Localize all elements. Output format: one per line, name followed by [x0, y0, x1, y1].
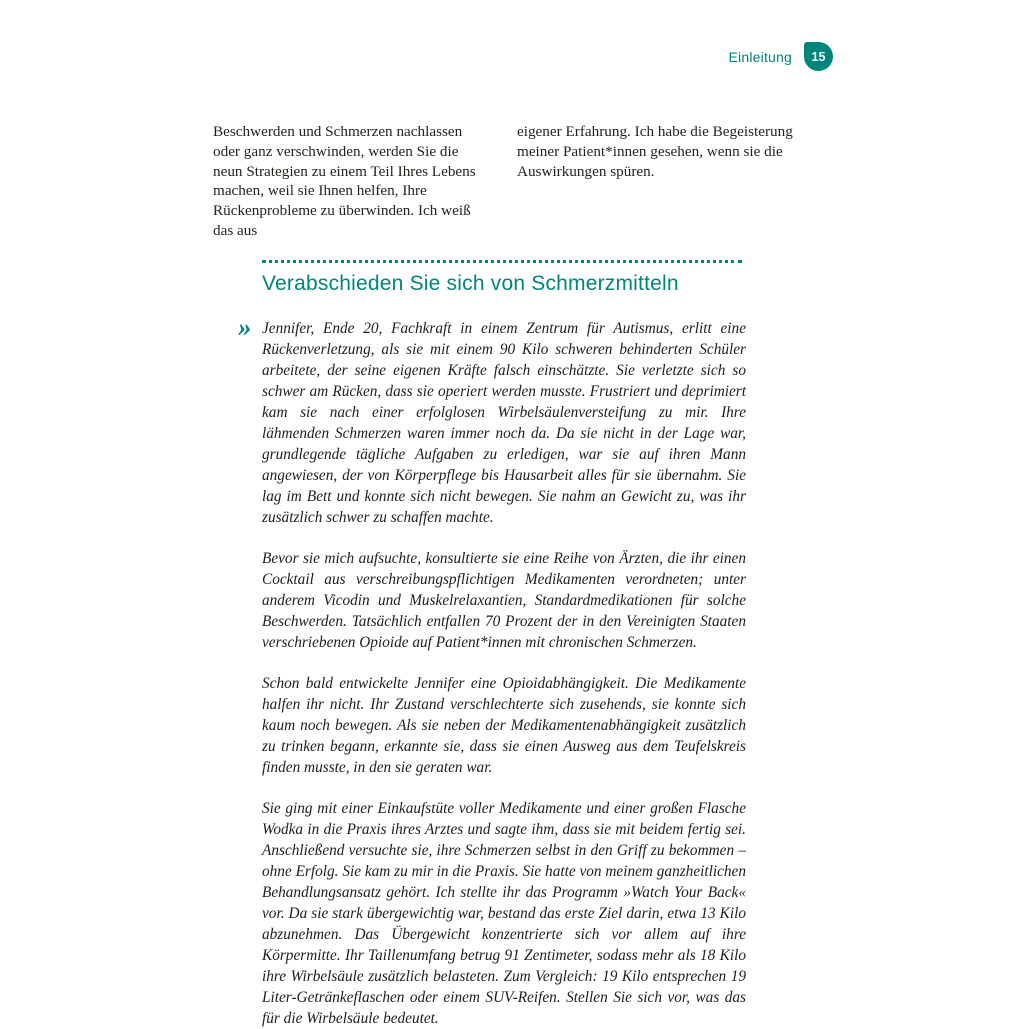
section-title: Verabschieden Sie sich von Schmerzmitteln	[262, 272, 679, 295]
quote-paragraph: Bevor sie mich aufsuchte, konsultierte sie eine Reihe von Ärzten, die ihr einen Cocktail aus verschreibungspflichtigen Medikamenten verordneten; unter anderem Vicodin und Muskelrelaxantien, Standardmedikationen für solche Beschwerden. Tatsächlich entfallen 70 Prozent der in den Vereinigten Staaten verschriebenen Opioide auf Patient*innen mit chronischen Schmerzen.	[262, 550, 746, 651]
quote-paragraph: Schon bald entwickelte Jennifer eine Opioidabhängigkeit. Die Medikamente halfen ihr nicht. Ihr Zustand verschlechterte sich zusehends, sie konnte sich kaum noch bewegen. Als sie neben der Medikamentenabhängigkeit zusätzlich zu trinken begann, erkannte sie, dass sie einen Ausweg aus dem Teufelskreis finden musste, in den sie geraten war.	[262, 675, 746, 776]
page-number-badge: 15	[804, 42, 833, 71]
dotted-divider	[262, 260, 742, 263]
case-study-quote	[238, 312, 746, 1029]
intro-column-right: eigener Erfahrung. Ich habe die Begeisterung meiner Patient*innen gesehen, wenn sie die Auswirkungen spüren.	[517, 123, 793, 180]
quote-paragraph: Jennifer, Ende 20, Fachkraft in einem Zentrum für Autismus, erlitt eine Rückenverletzung, als sie mit einem 90 Kilo schweren behinderten Schüler arbeitete, der seine eigenen Kräfte falsch einschätzte. Sie verletzte sich so schwer am Rücken, dass sie operiert werden musste. Frustriert und deprimiert kam sie nach einer erfolglosen Wirbelsäulenversteifung zu mir. Ihre lähmenden Schmerzen waren immer noch da. Da sie nicht in der Lage war, grundlegende tägliche Aufgaben zu erledigen, war sie auf ihren Mann angewiesen, der von Körperpflege bis Hausarbeit alles für sie übernahm. Sie lag im Bett und konnte sich nicht bewegen. Sie nahm an Gewicht zu, was ihr zusätzlich schwer zu schaffen machte.	[262, 320, 746, 526]
running-head-label: Einleitung	[728, 48, 792, 65]
intro-columns	[213, 122, 805, 241]
quote-paragraph: Sie ging mit einer Einkaufstüte voller Medikamente und einer großen Flasche Wodka in die Praxis ihres Arztes und sagte ihm, dass sie mit beidem fertig sei. Anschließend versuchte sie, ihre Schmerzen selbst in den Griff zu bekommen – ohne Erfolg. Sie kam zu mir in die Praxis. Sie hatte von meinem ganzheitlichen Behandlungsansatz gehört. Ich stellte ihr das Programm »Watch Your Back« vor. Da sie stark übergewichtig war, bestand das erste Ziel darin, etwa 13 Kilo abzunehmen. Das Übergewicht konzentrierte sich vor allem auf ihre Körpermitte. Ihr Taillenumfang betrug 91 Zentimeter, sodass mehr als 18 Kilo ihre Wirbelsäule zusätzlich belasteten. Zum Vergleich: 19 Kilo entsprechen 19 Liter-Getränkeflaschen oder einem SUV-Reifen. Stellen Sie sich vor, was das für die Wirbelsäule bedeutet.	[262, 800, 746, 1027]
intro-column-left: Beschwerden und Schmerzen nachlassen oder ganz verschwinden, werden Sie die neun Strategien zu einem Teil Ihres Lebens machen, weil sie Ihnen helfen, Ihre Rückenprobleme zu überwinden. Ich weiß das aus	[213, 123, 476, 239]
quote-chevrons-icon: »	[238, 312, 252, 342]
page-header	[729, 42, 834, 71]
